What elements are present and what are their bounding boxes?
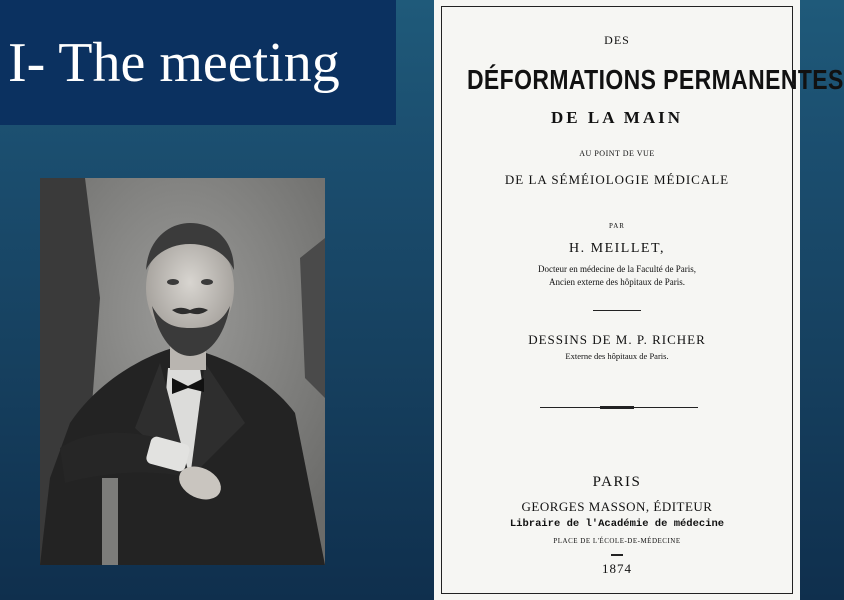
ornamental-rule-center [600, 406, 634, 409]
short-rule [593, 310, 641, 311]
illustrator-line: DESSINS DE M. P. RICHER [528, 332, 706, 347]
book-title-page [434, 0, 844, 600]
publisher-place: PLACE DE L'ÉCOLE-DE-MÉDECINE [553, 537, 681, 545]
title-semeiologie: DE LA SÉMÉIOLOGIE MÉDICALE [504, 172, 730, 187]
title-par: PAR [609, 222, 625, 230]
publisher-libraire: Libraire de l'Académie de médecine [509, 518, 725, 530]
title-point-de-vue: AU POINT DE VUE [579, 149, 655, 158]
title-de-la-main: DE LA MAIN [550, 108, 683, 127]
title-deformations: DÉFORMATIONS PERMANENTES [466, 64, 844, 95]
title-des: DES [604, 33, 630, 47]
publisher-name: GEORGES MASSON, ÉDITEUR [521, 499, 713, 514]
portrait-photo-icon [40, 178, 325, 565]
author-credential-1: Docteur en médecine de la Faculté de Paris, [538, 264, 696, 274]
year-rule [611, 554, 623, 556]
publication-year: 1874 [602, 561, 632, 576]
slide-title: I- The meeting [8, 31, 340, 94]
portrait-photo [40, 178, 325, 565]
author-credential-2: Ancien externe des hôpitaux de Paris. [549, 277, 685, 287]
illustrator-credential: Externe des hôpitaux de Paris. [565, 351, 669, 361]
author-name: H. MEILLET, [569, 241, 665, 256]
slide-title-box [0, 0, 396, 125]
publication-city: PARIS [592, 474, 642, 490]
